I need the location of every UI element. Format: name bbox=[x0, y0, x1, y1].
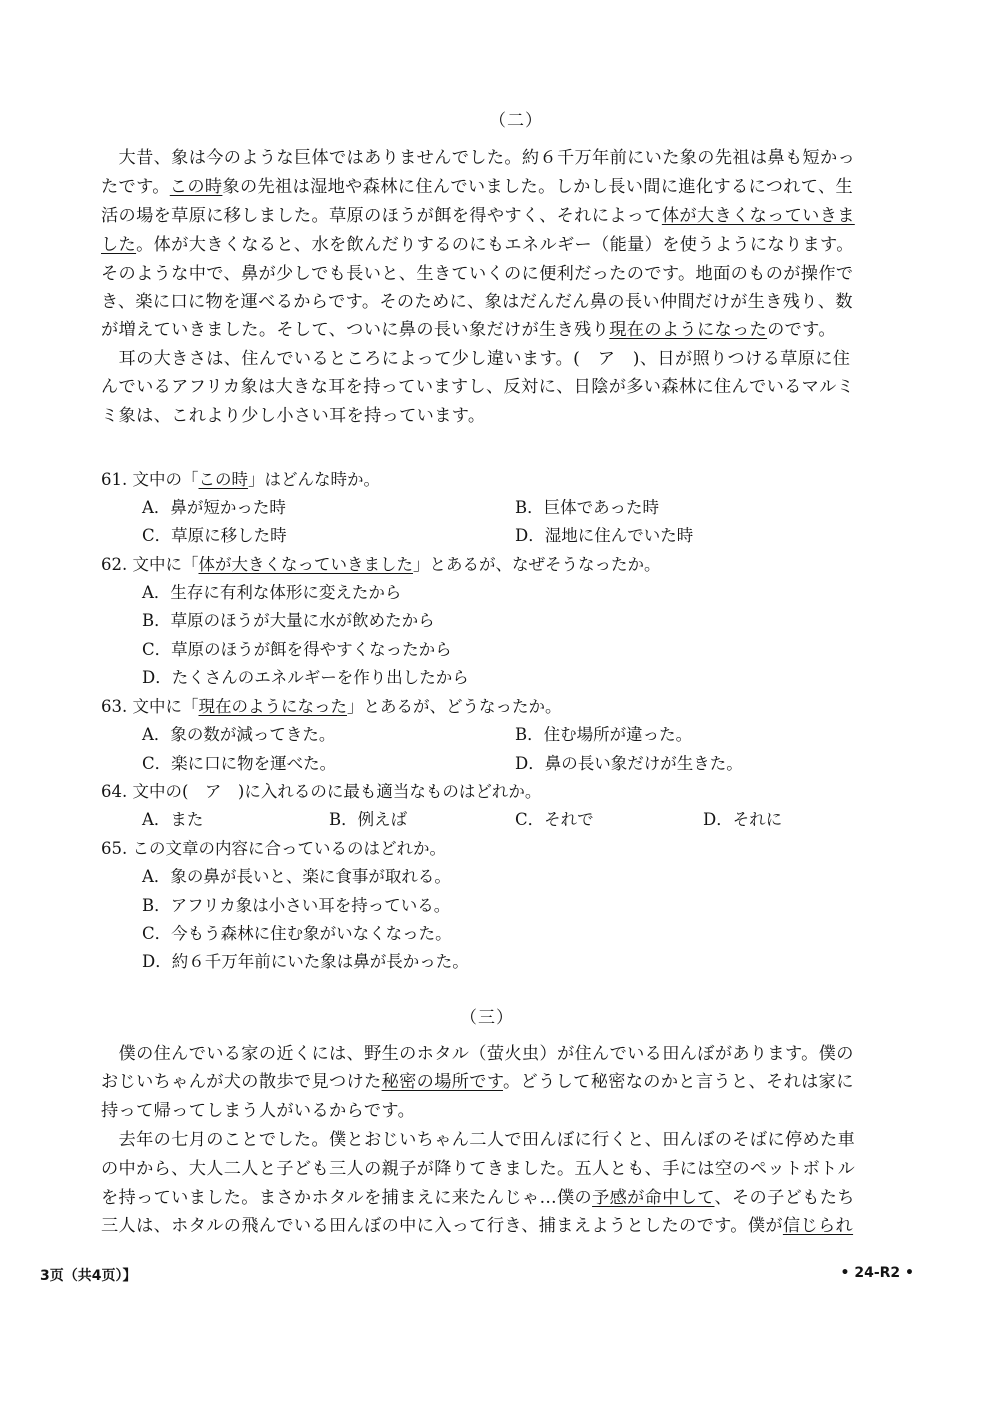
question-61-stem: 61. 文中の「この時」はどんな時か。 bbox=[101, 470, 380, 489]
passage-line: たです。この時象の先祖は湿地や森林に住んでいました。しかし長い間に進化するにつれて、生 bbox=[101, 177, 854, 197]
passage-line: んでいるアフリカ象は大きな耳を持っていますし、反対に、日陰が多い森林に住んでいるマルミ bbox=[101, 377, 855, 397]
page-number: 3页（共4页）】 bbox=[40, 1268, 137, 1284]
underlined-phrase: 現在のようになった bbox=[609, 320, 768, 340]
passage-line: 三人は、ホタルの飛んでいる田んぼの中に入って行き、捕まえようとしたのです。僕が信じられ bbox=[101, 1216, 854, 1236]
q65-option-c[interactable]: C．今もう森林に住む象がいなくなった。 bbox=[142, 924, 452, 943]
q63-option-b[interactable]: B．住む場所が違った。 bbox=[515, 725, 693, 744]
q62-option-b[interactable]: B．草原のほうが大量に水が飲めたから bbox=[142, 611, 435, 630]
q65-option-d[interactable]: D．約６千万年前にいた象は鼻が長かった。 bbox=[142, 952, 469, 971]
q61-option-b[interactable]: B．巨体であった時 bbox=[515, 498, 659, 517]
q62-option-c[interactable]: C．草原のほうが餌を得やすくなったから bbox=[142, 640, 452, 659]
underlined-phrase: 体が大きくなっていきま bbox=[661, 206, 855, 226]
passage-line: 活の場を草原に移しました。草原のほうが餌を得やすく、それによって体が大きくなっていきま bbox=[101, 206, 855, 226]
section-2-heading: （二） bbox=[489, 111, 543, 131]
underlined-phrase: この時 bbox=[169, 177, 223, 197]
passage-line: おじいちゃんが犬の散歩で見つけた秘密の場所です。どうして秘密なのかと言うと、それは家に bbox=[101, 1072, 854, 1092]
q65-option-b[interactable]: B．アフリカ象は小さい耳を持っている。 bbox=[142, 896, 451, 915]
underlined-phrase: 予感が命中して bbox=[592, 1188, 715, 1208]
q64-option-b[interactable]: B．例えば bbox=[329, 810, 408, 829]
q64-option-d[interactable]: D．それに bbox=[703, 810, 783, 829]
passage-line: ミ象は、これより少し小さい耳を持っています。 bbox=[101, 406, 486, 426]
q64-option-a[interactable]: A．また bbox=[142, 810, 204, 829]
passage-line: 持って帰ってしまう人がいるからです。 bbox=[101, 1101, 416, 1121]
question-62-stem: 62. 文中に「体が大きくなっていきました」とあるが、なぜそうなったか。 bbox=[101, 555, 661, 574]
q63-option-c[interactable]: C．楽に口に物を運べた。 bbox=[142, 754, 337, 773]
q61-option-c[interactable]: C．草原に移した時 bbox=[142, 526, 287, 545]
question-65-stem: 65. この文章の内容に合っているのはどれか。 bbox=[101, 839, 446, 858]
q64-option-c[interactable]: C．それで bbox=[515, 810, 594, 829]
underlined-phrase: 体が大きくなっていきました bbox=[198, 555, 413, 574]
q65-option-a[interactable]: A．象の鼻が長いと、楽に食事が取れる。 bbox=[142, 867, 451, 886]
passage-line: を持っていました。まさかホタルを捕まえに来たんじゃ…僕の予感が命中して、その子どもたち bbox=[101, 1188, 855, 1208]
passage-line: が増えていきました。そして、ついに鼻の長い象だけが生き残り現在のようになったのです。 bbox=[101, 320, 836, 340]
underlined-phrase: した bbox=[101, 235, 137, 255]
question-64-stem: 64. 文中の( ア )に入れるのに最も適当なものはどれか。 bbox=[101, 782, 542, 801]
q62-option-d[interactable]: D．たくさんのエネルギーを作り出したから bbox=[142, 668, 469, 687]
q61-option-a[interactable]: A．鼻が短かった時 bbox=[142, 498, 286, 517]
q63-option-d[interactable]: D．鼻の長い象だけが生きた。 bbox=[515, 754, 743, 773]
underlined-phrase: 秘密の場所です bbox=[381, 1072, 503, 1092]
passage-line: そのような中で、鼻が少しでも長いと、生きていくのに便利だったのです。地面のものが操作で bbox=[101, 264, 854, 284]
question-63-stem: 63. 文中に「現在のようになった」とあるが、どうなったか。 bbox=[101, 697, 562, 716]
underlined-phrase: 信じられ bbox=[782, 1216, 854, 1236]
passage-line: 大昔、象は今のような巨体ではありませんでした。約６千万年前にいた象の先祖は鼻も短かっ bbox=[101, 148, 856, 168]
q61-option-d[interactable]: D．湿地に住んでいた時 bbox=[515, 526, 694, 545]
passage-line: 僕の住んでいる家の近くには、野生のホタル（萤火虫）が住んでいる田んぼがあります。僕の bbox=[101, 1044, 854, 1064]
passage-line: の中から、大人二人と子ども三人の親子が降りてきました。五人とも、手には空のペットボトル bbox=[101, 1159, 856, 1179]
passage-line: 去年の七月のことでした。僕とおじいちゃん二人で田んぼに行くと、田んぼのそばに停めた車 bbox=[101, 1130, 856, 1150]
section-3-heading: （三） bbox=[460, 1008, 514, 1028]
underlined-phrase: 現在のようになった bbox=[198, 697, 347, 716]
underlined-phrase: この時 bbox=[198, 470, 248, 489]
passage-line: 耳の大きさは、住んでいるところによって少し違います。( ア )、日が照りつける草原に住 bbox=[101, 349, 851, 369]
passage-line: き、楽に口に物を運べるからです。そのために、象はだんだん鼻の長い仲間だけが生き残り、数 bbox=[101, 292, 853, 312]
q63-option-a[interactable]: A．象の数が減ってきた。 bbox=[142, 725, 336, 744]
exam-code: • 24-R2 • bbox=[840, 1265, 914, 1281]
q62-option-a[interactable]: A．生存に有利な体形に変えたから bbox=[142, 583, 402, 602]
passage-line: した。体が大きくなると、水を飲んだりするのにもエネルギー（能量）を使うようになります。 bbox=[101, 235, 854, 255]
